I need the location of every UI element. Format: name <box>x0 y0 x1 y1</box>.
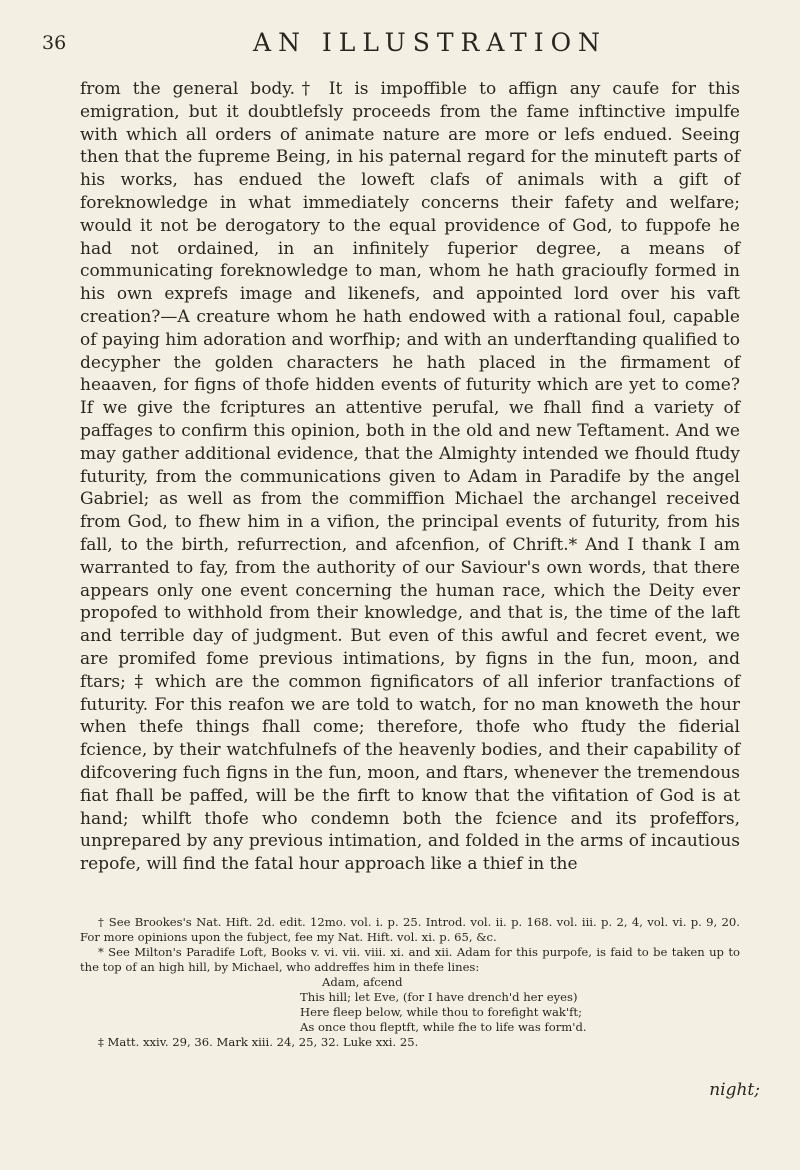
footnote-matthew: ‡ Matt. xxiv. 29, 36. Mark xiii. 24, 25, 32. Luke xxi. 25. <box>98 1035 419 1049</box>
verse-line: This hill; let Eve, (for I have drench'd her eyes) <box>300 990 578 1004</box>
running-title: AN ILLUSTRATION <box>253 28 607 57</box>
catchword: night; <box>709 1080 760 1100</box>
page-header <box>40 28 760 68</box>
footnote-brookes: † See Brookes's Nat. Hift. 2d. edit. 12mo. vol. i. p. 25. Introd. vol. ii. p. 168. vol. iii. p. 2, 4, vol. vi. p. 9, 20. For more opinions upon the fubject, fee my Nat. Hift. vol. xi. p. 65, &c. <box>80 915 740 944</box>
page-number: 36 <box>42 32 67 54</box>
verse-line: As once thou fleptft, while fhe to life was form'd. <box>300 1020 587 1034</box>
body-paragraph: from the general body.† It is impoffible to affign any caufe for this emigration, but it doubtlefsly proceeds from the fame inftinctive impulfe with which all orders of animate nature are more or lefs endued. Seeing then that the fupreme Being, in his paternal regard for the minuteft parts of his works, has endued the loweft clafs of animals with a gift of foreknowledge in what immediately concerns their fafety and welfare; would it not be derogatory to the equal providence of God, to fuppofe he had not ordained, in an infinitely fuperior degree, a means of communicating foreknowledge to man, whom he hath gracioufly formed in his own exprefs image and likenefs, and appointed lord over his vaft creation?—A creature whom he hath endowed with a rational foul, capable of paying him adoration and worfhip; and with an underftanding qualified to decypher the golden characters he hath placed in the firmament of heaaven, for figns of thofe hidden events of futurity which are yet to come? If we give the fcriptures an attentive perufal, we fhall find a variety of paffages to confirm this opinion, both in the old and new Teftament. And we may gather additional evidence, that the Almighty intended we fhould ftudy futurity, from the communications given to Adam in Paradife by the angel Gabriel; as well as from the commiffion Michael the archangel received from God, to fhew him in a vifion, the principal events of futurity, from his fall, to the birth, refurrection, and afcenfion, of Chrift.* And I thank I am warranted to fay, from the authority of our Saviour's own words, that there appears only one event concerning the human race, which the Deity ever propofed to withhold from their knowledge, and that is, the time of the laft and terrible day of judgment. But even of this awful and fecret event, we are promifed fome previous intimations, by figns in the fun, moon, and ftars; ‡ which are the common fignificators of all inferior tranfactions of futurity. For this reafon we are told to watch, for no man knoweth the hour when thefe things fhall come; therefore, thofe who ftudy the fiderial fcience, by their watchfulnefs of the heavenly bodies, and their capability of difcovering fuch figns in the fun, moon, and ftars, whenever the tremendous fiat fhall be paffed, will be the firft to know that the vifitation of God is at hand; whilft thofe who condemn both the fcience and its profeffors, unprepared by any previous intimation, and folded in the arms of incautious repofe, will find the fatal hour approach like a thief in the <box>80 79 740 875</box>
footnote-milton: * See Milton's Paradife Loft, Books v. vi. vii. viii. xi. and xii. Adam for this purpofe, is faid to be taken up to the top of an high hill, by Michael, who addreffes him in thefe lines: <box>80 945 740 974</box>
footnotes <box>80 915 740 1050</box>
verse-line: Adam, afcend <box>322 975 403 989</box>
verse-line: Here fleep below, while thou to forefight wak'ft; <box>300 1005 582 1019</box>
milton-verse <box>300 975 740 1035</box>
main-text <box>80 78 740 876</box>
